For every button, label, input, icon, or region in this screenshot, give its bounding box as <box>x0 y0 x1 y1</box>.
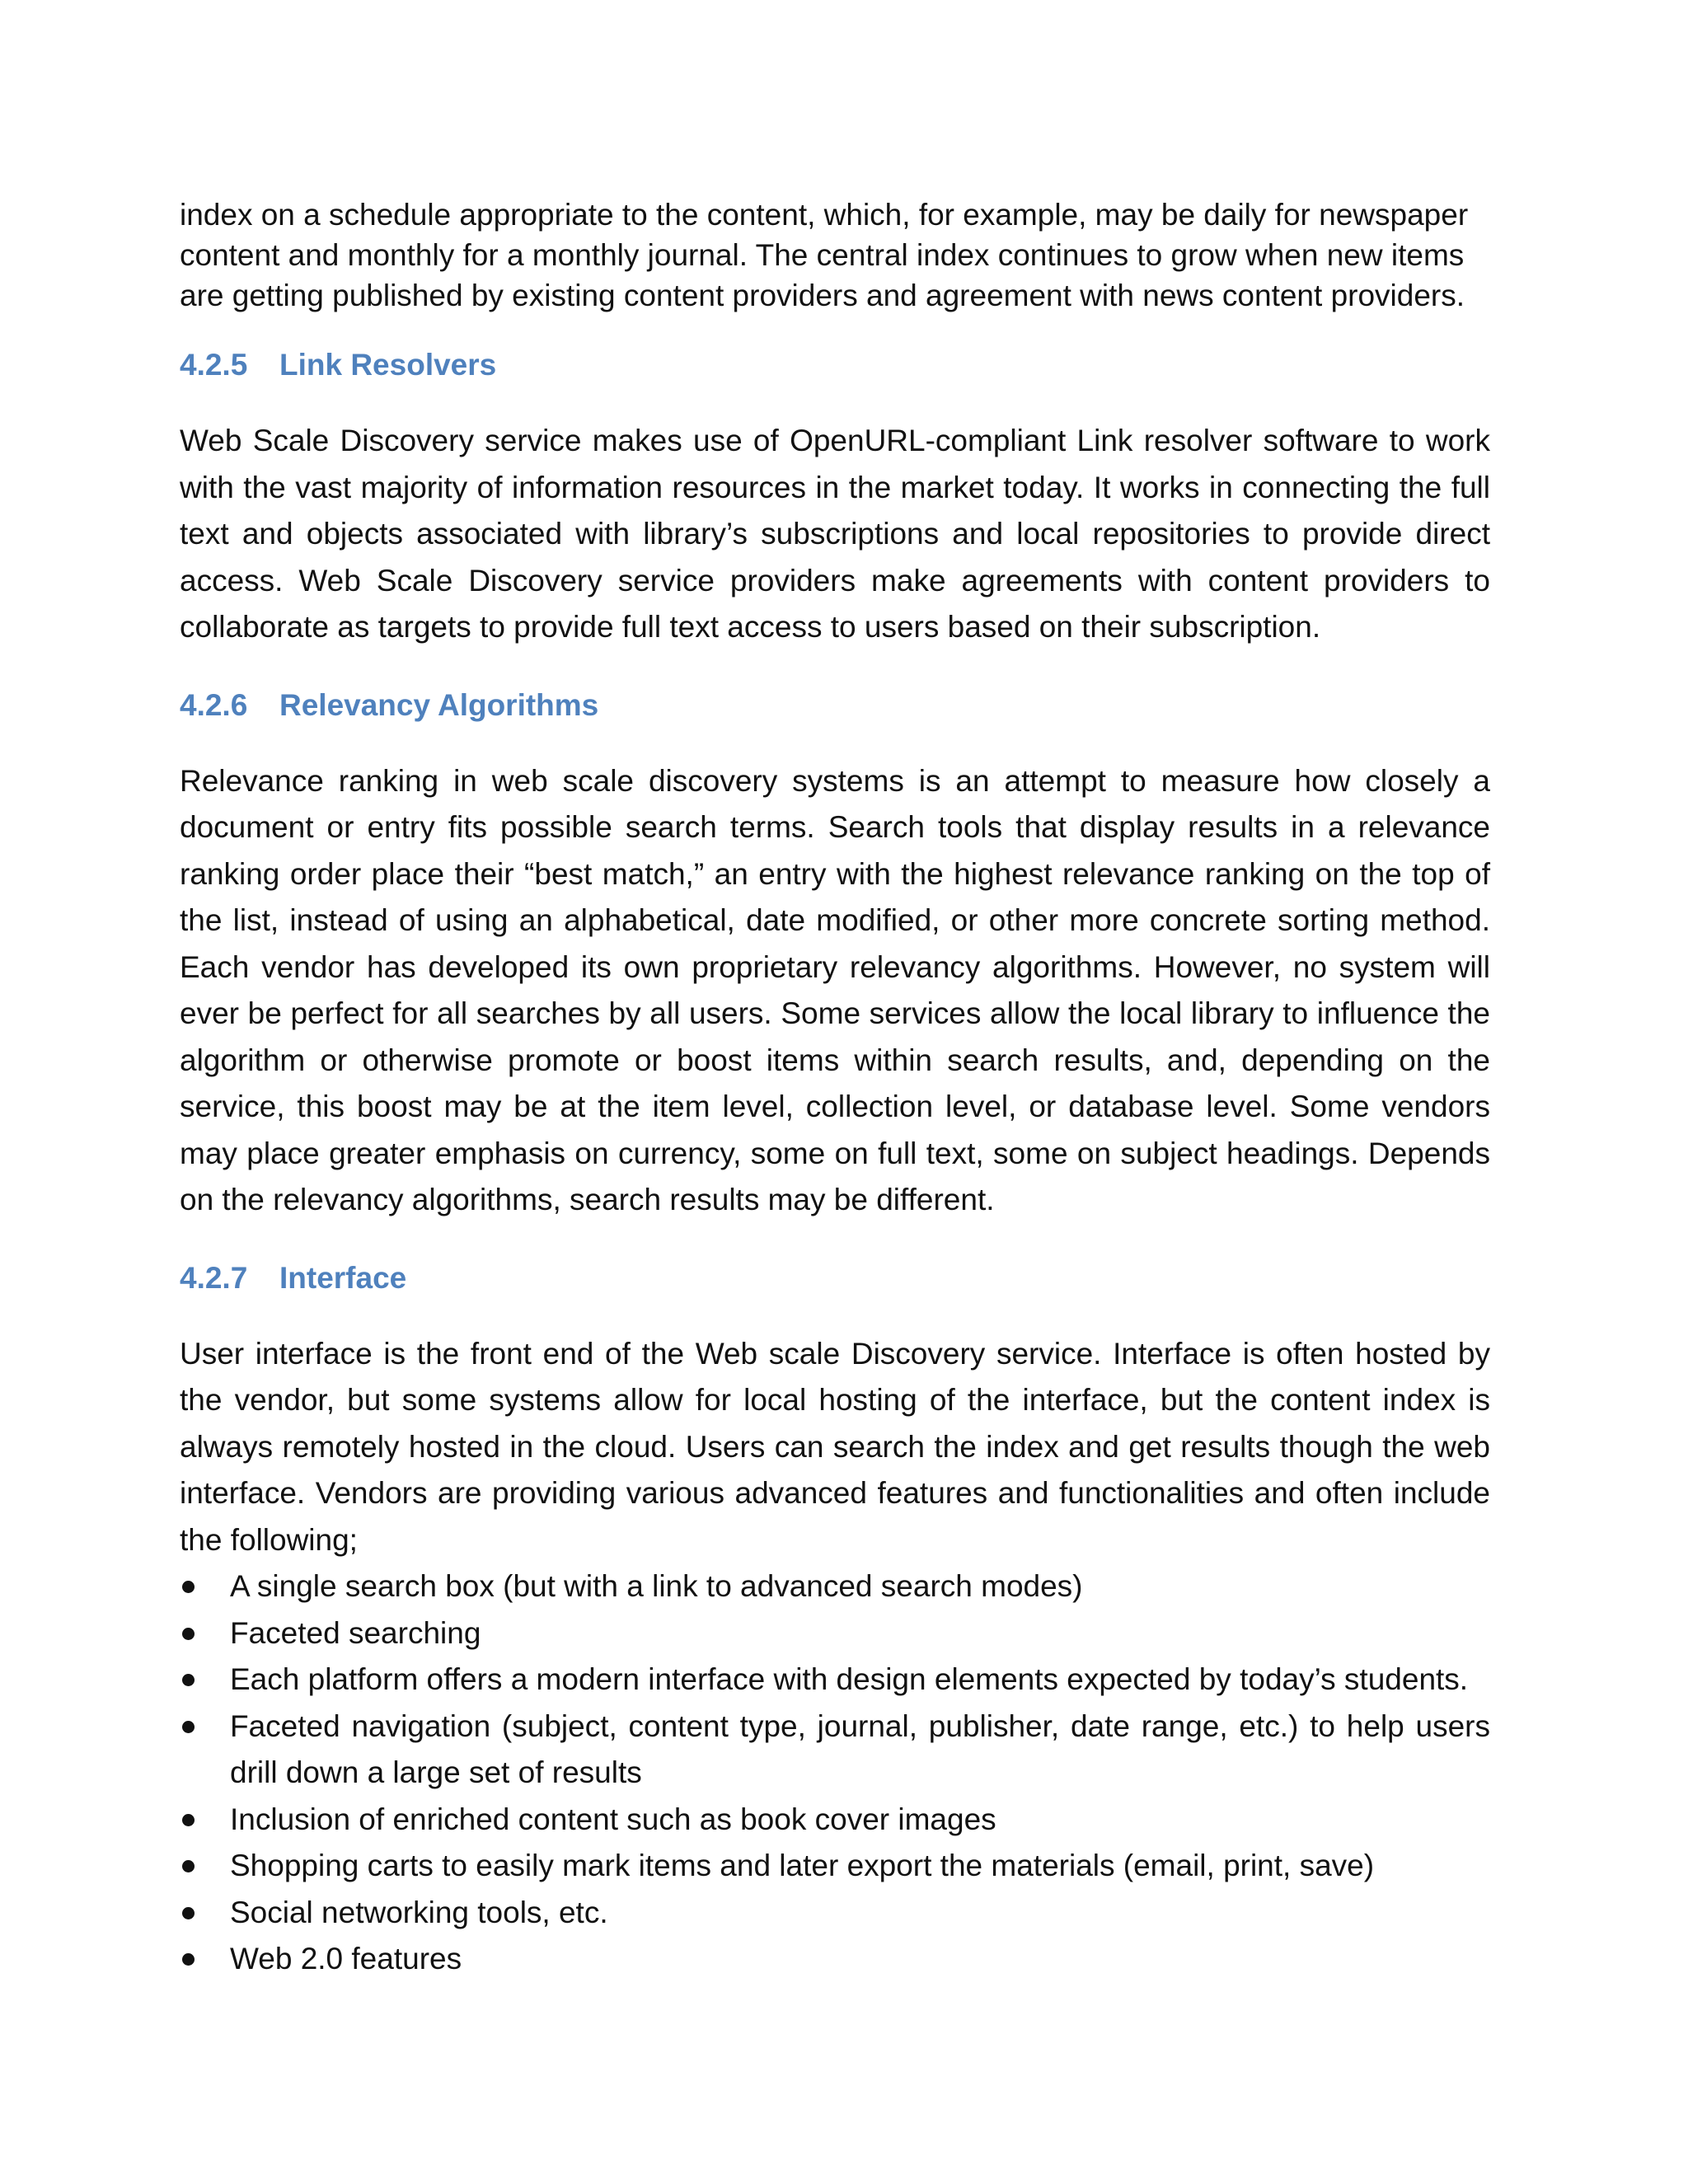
intro-line: content and monthly for a monthly journal. The central index continues to grow when new items <box>180 238 1465 272</box>
document-page <box>180 194 1490 1983</box>
list-item <box>180 1610 1490 1657</box>
list-item <box>180 1936 1490 1983</box>
list-item-text: Web 2.0 features <box>230 1942 462 1975</box>
section-number: 4.2.6 <box>180 687 248 722</box>
bullet-icon <box>182 1628 195 1640</box>
list-item <box>180 1797 1490 1844</box>
bullet-icon <box>182 1860 195 1872</box>
intro-line: are getting published by existing content providers and agreement with news content providers. <box>180 279 1465 312</box>
bullet-icon <box>182 1581 195 1593</box>
interface-feature-list <box>180 1563 1490 1983</box>
bullet-icon <box>182 1814 195 1826</box>
bullet-icon <box>182 1674 195 1686</box>
bullet-icon <box>182 1721 195 1733</box>
section-title: Link Resolvers <box>279 348 497 382</box>
list-item <box>180 1704 1490 1797</box>
bullet-icon <box>182 1953 195 1966</box>
section-title: Relevancy Algorithms <box>279 687 599 722</box>
section-number: 4.2.7 <box>180 1260 248 1295</box>
list-item-text: Faceted searching <box>230 1615 481 1650</box>
section-title: Interface <box>279 1260 407 1295</box>
section-number: 4.2.5 <box>180 348 248 382</box>
section-body-interface: User interface is the front end of the Web scale Discovery service. Interface is often hosted by the vendor, but some systems allow for local hosting of the interface, but the content index is always remotely hosted in the cloud. Users can search the index and get results though the web interface. Vendors are providing various advanced features and functionalities and often include the following; <box>180 1336 1490 1557</box>
list-item-text: Social networking tools, etc. <box>230 1895 608 1929</box>
list-item-text: Shopping carts to easily mark items and later export the materials (email, print, save) <box>230 1849 1375 1882</box>
section-body-link-resolvers: Web Scale Discovery service makes use of OpenURL-compliant Link resolver software to work with the vast majority of information resources in the market today. It works in connecting the full text and objects associated with library’s subscriptions and local repositories to provide direct access. Web Scale Discovery service providers make agreements with content providers to collaborate as targets to provide full text access to users based on their subscription. <box>180 424 1490 644</box>
list-item <box>180 1563 1490 1610</box>
list-item <box>180 1890 1490 1937</box>
section-heading-link-resolvers <box>180 345 1490 385</box>
section-heading-interface <box>180 1258 1490 1298</box>
list-item-text: Faceted navigation (subject, content type, journal, publisher, date range, etc.) to help users drill down a large set of results <box>230 1708 1490 1789</box>
list-item <box>180 1657 1490 1704</box>
bullet-icon <box>182 1907 195 1919</box>
list-item-text: Each platform offers a modern interface with design elements expected by today’s students. <box>230 1662 1469 1696</box>
intro-paragraph <box>180 194 1490 316</box>
list-item-text: Inclusion of enriched content such as book cover images <box>230 1802 996 1836</box>
list-item-text: A single search box (but with a link to advanced search modes) <box>230 1569 1083 1603</box>
section-body-relevancy-algorithms: Relevance ranking in web scale discovery systems is an attempt to measure how closely a document or entry fits possible search terms. Search tools that display results in a relevance ranking order place their “best match,” an entry with the highest relevance ranking on the top of the list, instead of using an alphabetical, date modified, or other more concrete sorting method. Each vendor has developed its own proprietary relevancy algorithms. However, no system will ever be perfect for all searches by all users. Some services allow the local library to influence the algorithm or otherwise promote or boost items within search results, and, depending on the service, this boost may be at the item level, collection level, or database level. Some vendors may place greater emphasis on currency, some on full text, some on subject headings. Depends on the relevancy algorithms, search results may be different. <box>180 763 1490 1216</box>
section-heading-relevancy-algorithms <box>180 686 1490 725</box>
intro-line: index on a schedule appropriate to the content, which, for example, may be daily for newspaper <box>180 198 1469 232</box>
list-item <box>180 1843 1490 1890</box>
